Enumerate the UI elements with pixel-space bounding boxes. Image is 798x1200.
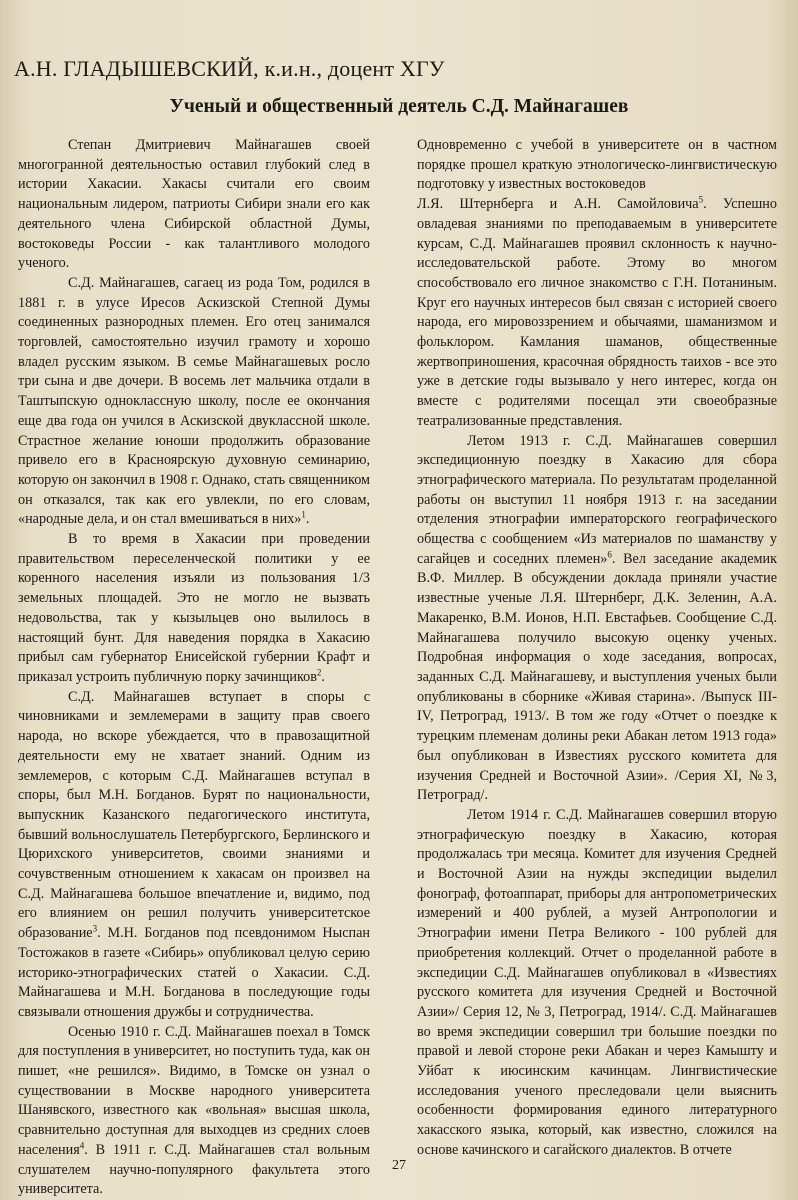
paragraph: [18, 274, 370, 530]
author-line: А.Н. ГЛАДЫШЕВСКИЙ, к.и.н., доцент ХГУ: [14, 56, 445, 81]
footnote-ref: 4: [79, 1140, 85, 1151]
paragraph-text: Л.Я. Штернберга и А.Н. Самойловича: [417, 196, 699, 213]
paragraph-text: . Успешно овладевая знаниями по преподаваемым в университете курсам, С.Д. Майнагашев проявил склонность к научно-исследовательской работе. Этому во многом способствовало его личное знакомство с Г.Н. Потаниным. Круг его научных интересов был связан с историей своего народа, его мировоззрением и обычаями, шаманизмом и фольклором. Камлания шаманов, общественные жертвоприношения, красочная обрядность таихов - все это уже в детские годы вызывало у него интерес, когда он вместе с родителями посещал эти своеобразные театрализованные представления.: [417, 196, 777, 429]
footnote-ref: 1: [301, 509, 306, 520]
paragraph-text: В то время в Хакасии при проведении правительством переселенческой политики у ее коренного населения изъяли из пользования 1/3 земельных площадей. Это не могло не вызвать недовольства, так у кызыльцев оно вылилось в настоящий бунт. Для наведения порядка в Хакасию прибыл сам губернатор Енисейской губернии Крафт и приказал устроить публичную порку зачинщиков: [18, 531, 370, 685]
paragraph-text: Летом 1913 г. С.Д. Майнагашев совершил экспедиционную поездку в Хакасию для сбора этнографического материала. По результатам проделанной работы он выступил 11 ноября 1913 г. на заседании отделения этнографии императорского географического общества с сообщением «Из материалов по шаманству у сагайцев и соседних племен»: [417, 432, 777, 567]
paragraph: [417, 136, 777, 195]
right-column: [417, 136, 777, 1161]
paragraph: [18, 530, 370, 688]
paragraph: [18, 688, 370, 1023]
paragraph: [417, 195, 777, 431]
paragraph: [417, 432, 777, 806]
footnote-ref: 2: [316, 667, 322, 678]
paragraph-text: . М.Н. Богданов под псевдонимом Ныспан Тостожаков в газете «Сибирь» опубликовал целую серию историко-этнографических статей о Хакасии. С.Д. Майнагашева и М.Н. Богданова в последующие годы связывали отношения дружбы и сотрудничества.: [18, 925, 370, 1020]
paragraph: [18, 136, 370, 274]
paragraph-text: Летом 1914 г. С.Д. Майнагашев совершил вторую этнографическую поездку в Хакасию, которая продолжалась три месяца. Комитет для изучения Средней и Восточной Азии на нужды экспедиции выделил фонограф, фотоаппарат, приборы для антропометрических измерений и 400 рублей, а музей Антропологии и Этнографии имени Петра Великого - 100 рублей для приобретения коллекций. Отчет о проделанной работе в экспедиции С.Д. Майнагашев опубликовал в «Известиях русского комитета для изучения Средней и Восточной Азии»/ Серия 12, № 3, Петроград, 1914/. С.Д. Майнагашев во время экспедиции совершил три большие поездки по правой и левой стороне реки Абакан и через Камышту и Уйбат к июсинским качинцам. Лингвистические исследования ученого преследовали цели выяснить особенности формирования единого литературного хакасского языка, который, как известно, сложился на основе качинского и сагайского диалектов. В отчете: [417, 806, 777, 1158]
left-column: [18, 136, 370, 1200]
paragraph-text: С.Д. Майнагашев вступает в споры с чиновниками и землемерами в защиту прав своего народа, но вскоре убеждается, что в правозащитной деятельности ему не хватает знаний. Одним из землемеров, с которым С.Д. Майнагашев вступал в споры, был М.Н. Богданов. Бурят по национальности, выпускник Казанского педагогического института, бывший вольнослушатель Петербургского, Берлинского и Цюрихского университетов, своими знаниями и сочувственным отношением к хакасам он произвел на С.Д. Майнагашева большое впечатление и, видимо, под его влиянием он решил получить университетское образование: [18, 688, 370, 942]
page-number: 27: [392, 1158, 406, 1173]
paragraph-text: . В 1911 г. С.Д. Майнагашев стал вольным слушателем научно-популярного факультета этого университета.: [18, 1141, 370, 1198]
footnote-ref: 6: [607, 549, 612, 560]
paragraph-text: .: [305, 511, 310, 528]
article-title: Ученый и общественный деятель С.Д. Майнагашев: [169, 96, 629, 117]
footnote-ref: 3: [92, 923, 98, 934]
paragraph: [417, 806, 777, 1161]
paragraph-text: Осенью 1910 г. С.Д. Майнагашев поехал в Томск для поступления в университет, но поступить туда, как он пишет, «не решился». Видимо, в Томске он узнал о существовании в Москве народного университета Шанявского, известного как «вольная» высшая школа, сравнительно доступная для выходцев из средних слоев населения: [18, 1023, 370, 1158]
paragraph-text: .: [321, 668, 325, 685]
paragraph-text: . Вел заседание академик В.Ф. Миллер. В обсуждении доклада приняли участие известные ученые Л.Я. Штернберг, Д.К. Зеленин, А.А. Макаренко, В.М. Ионов, Н.П. Евстафьев. Сообщение С.Д. Майнагашева получило высокую оценку ученых. Подробная информация о ходе заседания, вопросах, заданных С.Д. Майнагашеву, и выступления ученых были опубликованы в сборнике «Живая старина». /Выпуск III-IV, Петроград, 1913/. В том же году «Отчет о поездке к турецким племенам долины реки Абакан летом 1913 года» был опубликован в Известиях русского комитета для изучения Средней и Восточной Азии». /Серия XI, №3, Петроград/.: [417, 550, 777, 804]
paragraph-text: С.Д. Майнагашев, сагаец из рода Том, родился в 1881 г. в улусе Иресов Аскизской Степной Думы соединенных разнородных племен. Его отец занимался торговлей, самостоятельно изучил грамоту и хорошо владел русским языком. В семье Майнагашевых росло три сына и две дочери. В восемь лет мальчика отдали в Таштыпскую одноклассную школу, после ее окончания еще два года он учился в Аскизской двуклассной школе. Страстное желание юноши продолжить образование привело его в Красноярскую духовную семинарию, которую он закончил в 1908 г. Однако, стать священником он отказался, так как его увлекли, по его словам, «народные дела, и он стал вмешиваться в них»: [18, 274, 370, 528]
paragraph-text: Степан Дмитриевич Майнагашев своей многогранной деятельностью оставил глубокий след в истории Хакасии. Хакасы считали его своим национальным лидером, патриоты Сибири знали его как деятельного члена Сибирской областной Думы, востоковеды России - как талантливого молодого ученого.: [18, 137, 370, 272]
footnote-ref: 5: [698, 194, 704, 205]
paragraph-text: Одновременно с учебой в университете он в частном порядке прошел краткую этнологическо-лингвистическую подготовку у известных востоковедов: [417, 137, 777, 193]
